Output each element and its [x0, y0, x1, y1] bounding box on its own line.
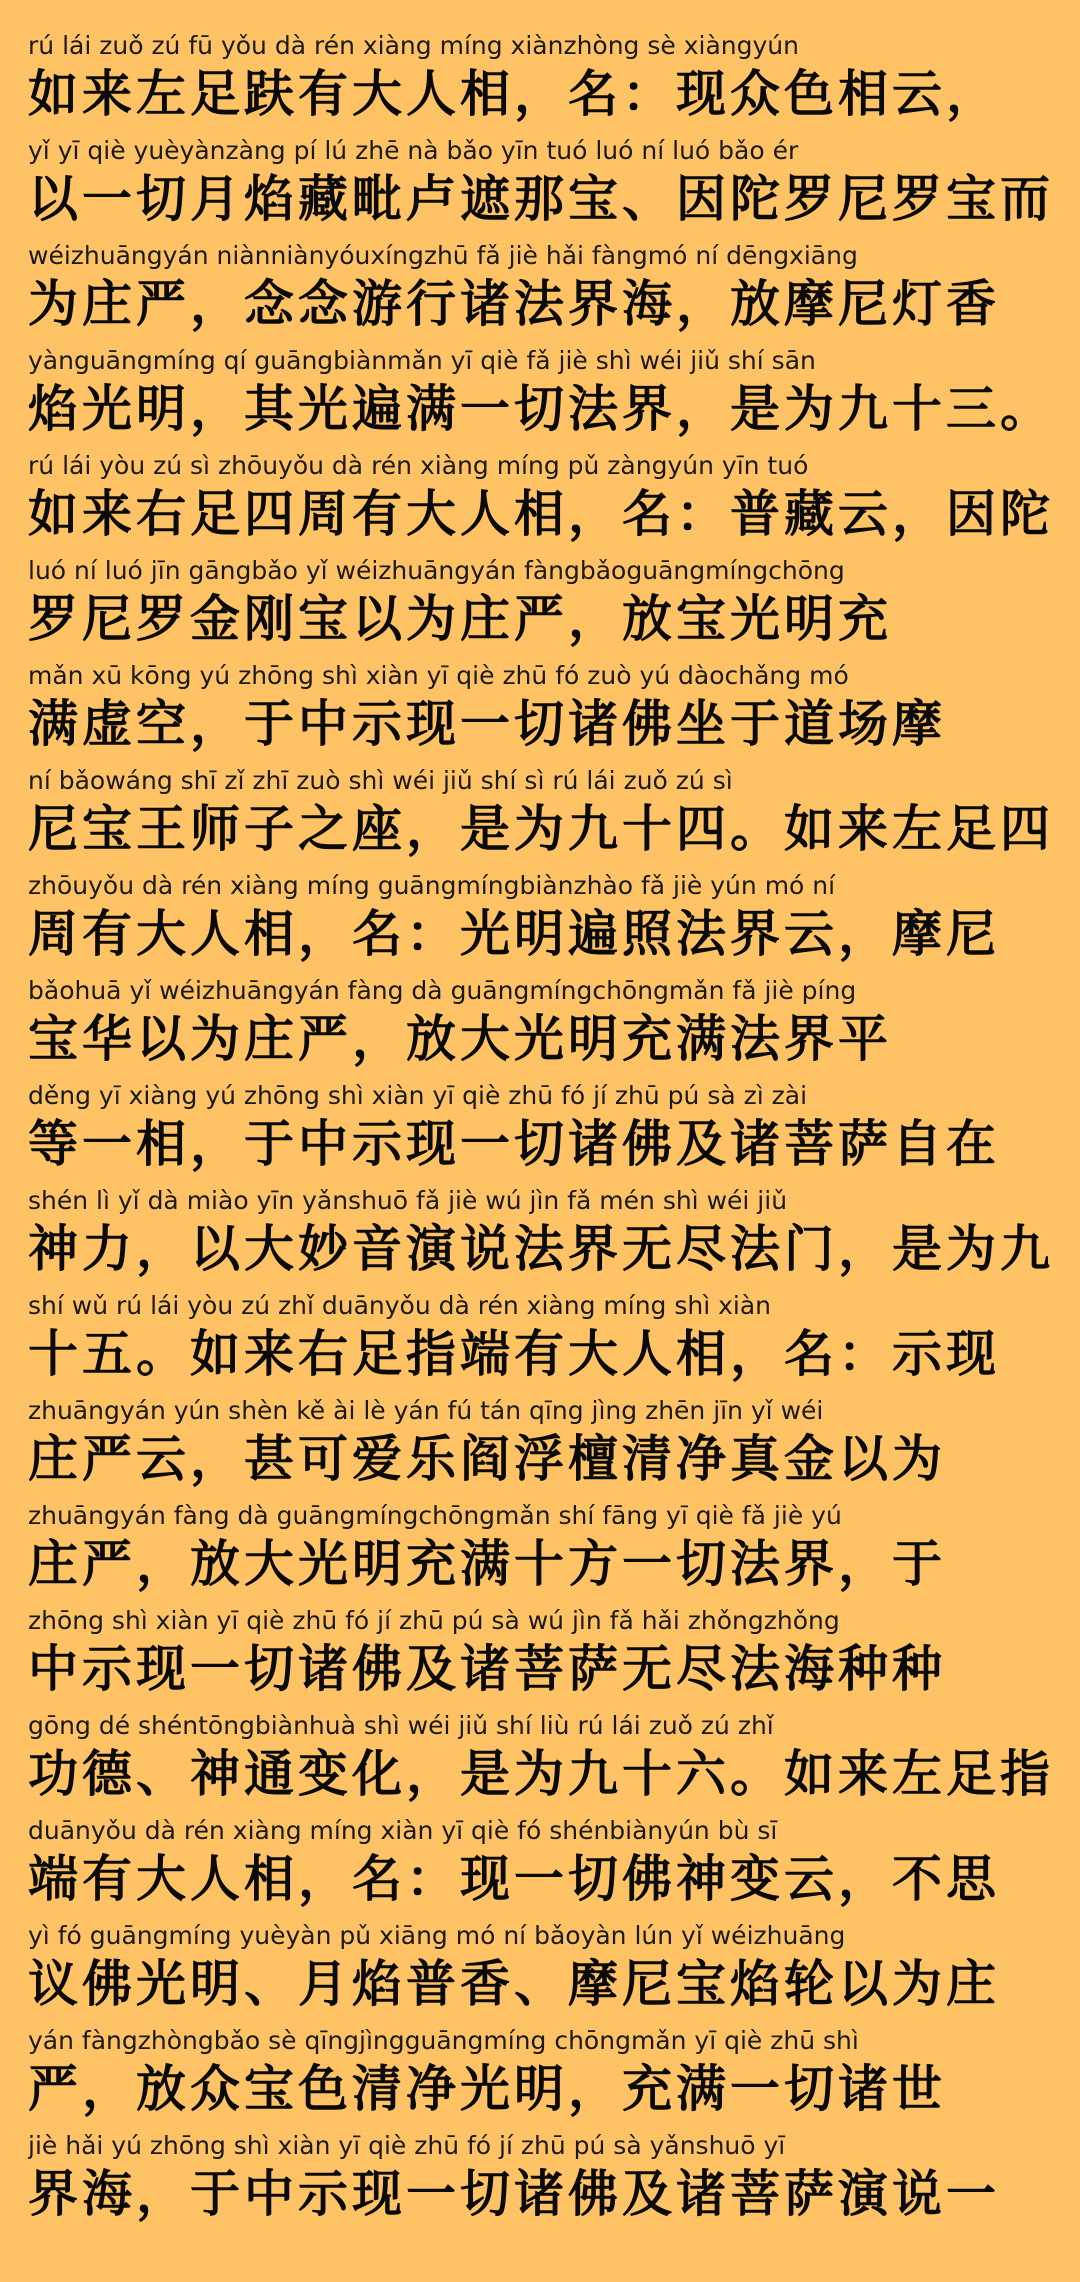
- text-line: [28, 553, 1056, 658]
- text-line: [28, 2128, 1056, 2233]
- pinyin-text: zhuāngyán yún shèn kě ài lè yán fú tán qīng jìng zhēn jīn yǐ wéi: [28, 1396, 824, 1425]
- text-line: [28, 973, 1056, 1078]
- hanzi-text: 如来右足四周有大人相，名：普藏云，因陀: [28, 485, 1054, 543]
- text-line: [28, 28, 1056, 133]
- pinyin-text: rú lái yòu zú sì zhōuyǒu dà rén xiàng míng pǔ zàngyún yīn tuó: [28, 451, 809, 480]
- text-line: [28, 1183, 1056, 1288]
- pinyin-text: duānyǒu dà rén xiàng míng xiàn yī qiè fó shénbiànyún bù sī: [28, 1816, 778, 1845]
- hanzi-text: 庄严，放大光明充满十方一切法界，于: [28, 1535, 946, 1593]
- hanzi-text: 罗尼罗金刚宝以为庄严，放宝光明充: [28, 590, 892, 648]
- pinyin-text: shí wǔ rú lái yòu zú zhǐ duānyǒu dà rén xiàng míng shì xiàn: [28, 1291, 772, 1320]
- text-line: [28, 868, 1056, 973]
- text-line: [28, 1813, 1056, 1918]
- hanzi-text: 中示现一切诸佛及诸菩萨无尽法海种种: [28, 1640, 946, 1698]
- pinyin-text: ní bǎowáng shī zǐ zhī zuò shì wéi jiǔ shí sì rú lái zuǒ zú sì: [28, 766, 733, 795]
- text-line: [28, 448, 1056, 553]
- pinyin-text: wéizhuāngyán niànniànyóuxíngzhū fǎ jiè hǎi fàngmó ní dēngxiāng: [28, 241, 858, 270]
- pinyin-text: yǐ yī qiè yuèyànzàng pí lú zhē nà bǎo yīn tuó luó ní luó bǎo ér: [28, 136, 799, 165]
- text-line: [28, 343, 1056, 448]
- pinyin-text: zhōng shì xiàn yī qiè zhū fó jí zhū pú sà wú jìn fǎ hǎi zhǒngzhǒng: [28, 1606, 840, 1635]
- hanzi-text: 等一相，于中示现一切诸佛及诸菩萨自在: [28, 1115, 1000, 1173]
- pinyin-text: zhuāngyán fàng dà guāngmíngchōngmǎn shí fāng yī qiè fǎ jiè yú: [28, 1501, 842, 1530]
- text-line: [28, 1708, 1056, 1813]
- text-line: [28, 133, 1056, 238]
- text-line: [28, 238, 1056, 343]
- pinyin-text: zhōuyǒu dà rén xiàng míng guāngmíngbiànzhào fǎ jiè yún mó ní: [28, 871, 836, 900]
- hanzi-text: 焰光明，其光遍满一切法界，是为九十三。: [28, 380, 1054, 438]
- pinyin-text: yán fàngzhòngbǎo sè qīngjìngguāngmíng chōngmǎn yī qiè zhū shì: [28, 2026, 859, 2055]
- hanzi-text: 十五。如来右足指端有大人相，名：示现: [28, 1325, 1000, 1383]
- hanzi-text: 界海，于中示现一切诸佛及诸菩萨演说一: [28, 2165, 1000, 2223]
- text-line: [28, 1498, 1056, 1603]
- text-line: [28, 1393, 1056, 1498]
- hanzi-text: 为庄严，念念游行诸法界海，放摩尼灯香: [28, 275, 1000, 333]
- hanzi-text: 庄严云，甚可爱乐阎浮檀清净真金以为: [28, 1430, 946, 1488]
- pinyin-text: yànguāngmíng qí guāngbiànmǎn yī qiè fǎ jiè shì wéi jiǔ shí sān: [28, 346, 816, 375]
- hanzi-text: 功德、神通变化，是为九十六。如来左足指: [28, 1745, 1054, 1803]
- pinyin-text: yì fó guāngmíng yuèyàn pǔ xiāng mó ní bǎoyàn lún yǐ wéizhuāng: [28, 1921, 846, 1950]
- text-line: [28, 658, 1056, 763]
- pinyin-text: rú lái zuǒ zú fū yǒu dà rén xiàng míng xiànzhòng sè xiàngyún: [28, 31, 799, 60]
- hanzi-text: 如来左足趺有大人相，名：现众色相云，: [28, 65, 1000, 123]
- pinyin-text: luó ní luó jīn gāngbǎo yǐ wéizhuāngyán fàngbǎoguāngmíngchōng: [28, 556, 845, 585]
- pinyin-text: mǎn xū kōng yú zhōng shì xiàn yī qiè zhū fó zuò yú dàochǎng mó: [28, 661, 849, 690]
- hanzi-text: 满虚空，于中示现一切诸佛坐于道场摩: [28, 695, 946, 753]
- hanzi-text: 神力，以大妙音演说法界无尽法门，是为九: [28, 1220, 1054, 1278]
- hanzi-text: 尼宝王师子之座，是为九十四。如来左足四: [28, 800, 1054, 858]
- text-line: [28, 1918, 1056, 2023]
- text-line: [28, 2023, 1056, 2128]
- pinyin-text: děng yī xiàng yú zhōng shì xiàn yī qiè zhū fó jí zhū pú sà zì zài: [28, 1081, 808, 1110]
- hanzi-text: 严，放众宝色清净光明，充满一切诸世: [28, 2060, 946, 2118]
- pinyin-text: jiè hǎi yú zhōng shì xiàn yī qiè zhū fó jí zhū pú sà yǎnshuō yī: [28, 2131, 786, 2160]
- hanzi-text: 议佛光明、月焰普香、摩尼宝焰轮以为庄: [28, 1955, 1000, 2013]
- pinyin-text: shén lì yǐ dà miào yīn yǎnshuō fǎ jiè wú jìn fǎ mén shì wéi jiǔ: [28, 1186, 788, 1215]
- hanzi-text: 以一切月焰藏毗卢遮那宝、因陀罗尼罗宝而: [28, 170, 1054, 228]
- text-line: [28, 1288, 1056, 1393]
- pinyin-text: bǎohuā yǐ wéizhuāngyán fàng dà guāngmíngchōngmǎn fǎ jiè píng: [28, 976, 857, 1005]
- hanzi-text: 端有大人相，名：现一切佛神变云，不思: [28, 1850, 1000, 1908]
- text-line: [28, 1078, 1056, 1183]
- text-line: [28, 763, 1056, 868]
- hanzi-text: 宝华以为庄严，放大光明充满法界平: [28, 1010, 892, 1068]
- hanzi-text: 周有大人相，名：光明遍照法界云，摩尼: [28, 905, 1000, 963]
- text-line: [28, 1603, 1056, 1708]
- pinyin-text: gōng dé shéntōngbiànhuà shì wéi jiǔ shí liù rú lái zuǒ zú zhǐ: [28, 1711, 774, 1740]
